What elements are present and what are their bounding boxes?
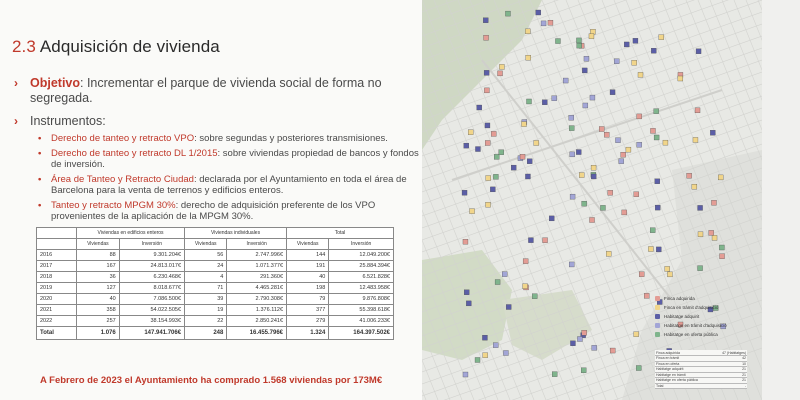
- map-marker: [483, 353, 488, 358]
- map-marker: [709, 230, 714, 235]
- value-cell: 279: [287, 316, 329, 327]
- map-marker: [599, 127, 604, 132]
- map-marker: [589, 34, 594, 39]
- year-cell: 2020: [37, 294, 77, 305]
- map-marker: [582, 68, 587, 73]
- map-marker: [526, 99, 531, 104]
- slide-title: [12, 37, 220, 57]
- map-marker: [490, 187, 495, 192]
- group-header: Total: [287, 228, 394, 239]
- legend-item: Finca en tràmit d'adquisició: [655, 303, 747, 312]
- map-marker: [634, 192, 639, 197]
- value-cell: 144: [287, 250, 329, 261]
- barcelona-map: [422, 0, 762, 400]
- map-marker: [534, 140, 539, 145]
- map-marker: [463, 239, 468, 244]
- value-cell: 257: [77, 316, 120, 327]
- value-cell: 24: [185, 261, 227, 272]
- map-marker: [695, 108, 700, 113]
- map-marker: [523, 259, 528, 264]
- value-cell: 79: [287, 294, 329, 305]
- stats-row: Finca adquirida 47 (Habitatges): [656, 350, 746, 355]
- map-marker: [511, 165, 516, 170]
- map-marker: [656, 247, 661, 252]
- map-marker: [692, 184, 697, 189]
- map-marker: [475, 357, 480, 362]
- year-cell: 2022: [37, 316, 77, 327]
- table-row: [37, 283, 394, 294]
- map-marker: [696, 49, 701, 54]
- footnote: A Febrero de 2023 el Ayuntamiento ha comprado 1.568 viviendas por 173M€: [40, 375, 383, 386]
- column-header: Inversión: [119, 239, 184, 250]
- map-marker: [493, 343, 498, 348]
- value-cell: 2.850.241€: [227, 316, 287, 327]
- map-marker: [502, 272, 507, 277]
- map-marker: [468, 130, 473, 135]
- stats-row: Habitatge adquirit 21: [656, 367, 746, 372]
- map-marker: [570, 341, 575, 346]
- instrument-item: [38, 174, 419, 197]
- table-sub-header: [37, 239, 394, 250]
- map-marker: [636, 366, 641, 371]
- map-marker: [528, 238, 533, 243]
- instrument-item: [38, 200, 419, 223]
- map-marker: [579, 173, 584, 178]
- map-marker: [541, 21, 546, 26]
- map-marker: [475, 147, 480, 152]
- table-group-header: [37, 228, 394, 239]
- map-marker: [711, 200, 716, 205]
- map-legend: [655, 294, 747, 339]
- instrument-name: Área de Tanteo y Retracto Ciudad: [51, 173, 194, 185]
- column-header: Inversión: [227, 239, 287, 250]
- map-marker: [720, 254, 725, 259]
- value-cell: 4.465.281€: [227, 283, 287, 294]
- map-marker: [591, 174, 596, 179]
- map-marker: [521, 122, 526, 127]
- total-cell: 248: [185, 327, 227, 340]
- total-cell: 147.941.706€: [119, 327, 184, 340]
- stats-row: Finca en tràmit 42: [656, 356, 746, 361]
- column-header: Viviendas: [185, 239, 227, 250]
- value-cell: 4: [185, 272, 227, 283]
- map-marker: [570, 152, 575, 157]
- legend-swatch-icon: [655, 332, 660, 337]
- map-marker: [693, 137, 698, 142]
- map-marker: [552, 96, 557, 101]
- map-marker: [606, 251, 611, 256]
- map-marker: [610, 348, 615, 353]
- map-stats-table: [655, 350, 747, 389]
- year-cell: 2019: [37, 283, 77, 294]
- map-marker: [590, 29, 595, 34]
- total-cell: 1.076: [77, 327, 120, 340]
- map-marker: [470, 209, 475, 214]
- map-marker: [651, 48, 656, 53]
- bullet-objetivo: [14, 76, 419, 106]
- legend-swatch-icon: [655, 314, 660, 319]
- value-cell: 6.230.468€: [119, 272, 184, 283]
- map-marker: [637, 142, 642, 147]
- value-cell: 191: [287, 261, 329, 272]
- value-cell: 377: [287, 305, 329, 316]
- value-cell: 12.049.200€: [329, 250, 394, 261]
- value-cell: 9.301.204€: [119, 250, 184, 261]
- instrument-desc: : declarada por el Ayuntamiento en toda el área de Barcelona para la venta de terrenos y edificios enteros.: [51, 173, 407, 196]
- map-marker: [584, 56, 589, 61]
- map-marker: [718, 175, 723, 180]
- map-marker: [710, 130, 715, 135]
- section-number: 2.3: [12, 37, 36, 56]
- map-marker: [499, 64, 504, 69]
- total-cell: 1.324: [287, 327, 329, 340]
- map-marker: [484, 35, 489, 40]
- value-cell: 88: [77, 250, 120, 261]
- stats-row: Habitatge en oferta pública 21: [656, 378, 746, 383]
- bullet-icon: •: [38, 173, 42, 185]
- instrument-name: Derecho de tanteo y retracto VPO: [51, 133, 195, 144]
- instrument-desc: : sobre viviendas propiedad de bancos y fondos de inversión.: [51, 147, 419, 170]
- map-marker: [622, 210, 627, 215]
- legend-item: Habitatge en tràmit d'adquisició: [655, 321, 747, 330]
- instrument-desc: : sobre segundas y posteriores transmisiones.: [194, 133, 388, 144]
- map-marker: [582, 330, 587, 335]
- value-cell: 2.790.308€: [227, 294, 287, 305]
- map-marker: [610, 90, 615, 95]
- map-marker: [543, 238, 548, 243]
- bullet-icon: •: [38, 147, 42, 159]
- map-marker: [485, 123, 490, 128]
- map-marker: [604, 132, 609, 137]
- value-cell: 1.376.112€: [227, 305, 287, 316]
- map-marker: [633, 38, 638, 43]
- total-cell: 164.397.502€: [329, 327, 394, 340]
- map-marker: [632, 60, 637, 65]
- map-marker: [698, 232, 703, 237]
- map-marker: [552, 372, 557, 377]
- instrument-name: Tanteo y retracto MPGM 30%: [51, 199, 176, 211]
- instrument-item: [38, 133, 419, 145]
- map-marker: [655, 205, 660, 210]
- map-marker: [495, 280, 500, 285]
- map-marker: [486, 176, 491, 181]
- value-cell: 358: [77, 305, 120, 316]
- value-cell: 1.071.377€: [227, 261, 287, 272]
- table-row: [37, 305, 394, 316]
- map-marker: [582, 201, 587, 206]
- map-marker: [576, 150, 581, 155]
- map-marker: [527, 159, 532, 164]
- value-cell: 24.813.017€: [119, 261, 184, 272]
- map-marker: [634, 332, 639, 337]
- map-marker: [463, 372, 468, 377]
- map-marker: [563, 78, 568, 83]
- column-header: Inversión: [329, 239, 394, 250]
- map-marker: [484, 70, 489, 75]
- map-marker: [486, 202, 491, 207]
- table-row: [37, 316, 394, 327]
- value-cell: 36: [77, 272, 120, 283]
- map-marker: [577, 337, 582, 342]
- value-cell: 38.154.993€: [119, 316, 184, 327]
- map-marker: [654, 135, 659, 140]
- map-marker: [548, 20, 553, 25]
- table-total-row: [37, 327, 394, 340]
- table-row: [37, 272, 394, 283]
- map: [422, 0, 762, 400]
- map-marker: [520, 154, 525, 159]
- map-marker: [482, 335, 487, 340]
- chevron-right-icon: ›: [14, 114, 18, 128]
- value-cell: 291.360€: [227, 272, 287, 283]
- map-marker: [600, 205, 605, 210]
- value-cell: 7.086.500€: [119, 294, 184, 305]
- map-marker: [485, 140, 490, 145]
- value-cell: 127: [77, 283, 120, 294]
- value-cell: 71: [185, 283, 227, 294]
- map-marker: [615, 138, 620, 143]
- instrumentos-list: [38, 133, 419, 223]
- bullet-icon: •: [38, 199, 42, 211]
- objetivo-label: Objetivo: [30, 76, 81, 90]
- map-marker: [484, 88, 489, 93]
- value-cell: 41.006.233€: [329, 316, 394, 327]
- map-marker: [591, 165, 596, 170]
- map-marker: [506, 305, 511, 310]
- map-marker: [590, 217, 595, 222]
- value-cell: 55.398.618€: [329, 305, 394, 316]
- value-cell: 54.022.505€: [119, 305, 184, 316]
- total-label: Total: [37, 327, 77, 340]
- legend-swatch-icon: [655, 305, 660, 310]
- map-marker: [626, 147, 631, 152]
- map-marker: [592, 345, 597, 350]
- map-marker: [698, 266, 703, 271]
- map-marker: [608, 190, 613, 195]
- value-cell: 56: [185, 250, 227, 261]
- map-marker: [494, 154, 499, 159]
- map-marker: [477, 105, 482, 110]
- acquisitions-table: [36, 227, 394, 340]
- map-marker: [650, 128, 655, 133]
- map-marker: [569, 115, 574, 120]
- map-marker: [464, 143, 469, 148]
- map-marker: [687, 173, 692, 178]
- value-cell: 6.521.828€: [329, 272, 394, 283]
- map-marker: [637, 114, 642, 119]
- stats-row: Habitatge en tràmit 21: [656, 372, 746, 377]
- map-marker: [464, 290, 469, 295]
- map-marker: [525, 29, 530, 34]
- year-cell: 2016: [37, 250, 77, 261]
- map-marker: [638, 72, 643, 77]
- map-marker: [505, 11, 510, 16]
- map-marker: [503, 350, 508, 355]
- value-cell: 22: [185, 316, 227, 327]
- map-marker: [523, 284, 528, 289]
- map-marker: [614, 59, 619, 64]
- map-marker: [654, 109, 659, 114]
- map-marker: [648, 246, 653, 251]
- value-cell: 39: [185, 294, 227, 305]
- column-header: Viviendas: [287, 239, 329, 250]
- map-marker: [583, 103, 588, 108]
- map-marker: [532, 294, 537, 299]
- map-marker: [525, 174, 530, 179]
- map-marker: [719, 245, 724, 250]
- legend-item: Finca adquirida: [655, 294, 747, 303]
- map-marker: [576, 38, 581, 43]
- map-marker: [493, 174, 498, 179]
- value-cell: 2.747.996€: [227, 250, 287, 261]
- map-marker: [462, 190, 467, 195]
- map-marker: [483, 18, 488, 23]
- instrument-desc: : derecho de adquisición preferente de los VPO provenientes de la aplicación de la MPGM 30%.: [51, 199, 376, 222]
- instrument-name: Derecho de tanteo y retracto DL 1/2015: [51, 147, 218, 159]
- map-marker: [590, 95, 595, 100]
- value-cell: 19: [185, 305, 227, 316]
- value-cell: 40: [77, 294, 120, 305]
- year-cell: 2021: [37, 305, 77, 316]
- map-marker: [542, 100, 547, 105]
- year-cell: 2017: [37, 261, 77, 272]
- bullet-list: [14, 76, 419, 226]
- section-title: Adquisición de vivienda: [39, 37, 220, 56]
- value-cell: 12.483.958€: [329, 283, 394, 294]
- chevron-right-icon: ›: [14, 76, 18, 90]
- stats-row: Total -: [656, 383, 746, 388]
- map-marker: [712, 235, 717, 240]
- map-marker: [619, 159, 624, 164]
- map-marker: [663, 140, 668, 145]
- map-marker: [644, 293, 649, 298]
- legend-item: Habitatge en oferta pública: [655, 330, 747, 339]
- map-marker: [667, 272, 672, 277]
- map-marker: [569, 262, 574, 267]
- map-marker: [498, 71, 503, 76]
- map-marker: [650, 228, 655, 233]
- map-marker: [678, 76, 683, 81]
- value-cell: 8.018.677€: [119, 283, 184, 294]
- map-marker: [526, 55, 531, 60]
- table-row: [37, 250, 394, 261]
- slide-margin: [762, 0, 800, 400]
- stats-row: Finca en oferta 10: [656, 361, 746, 366]
- map-marker: [549, 216, 554, 221]
- legend-swatch-icon: [655, 323, 660, 328]
- table-row: [37, 261, 394, 272]
- map-marker: [659, 35, 664, 40]
- map-marker: [639, 272, 644, 277]
- map-marker: [665, 266, 670, 271]
- value-cell: 40: [287, 272, 329, 283]
- value-cell: 167: [77, 261, 120, 272]
- value-cell: 9.876.808€: [329, 294, 394, 305]
- map-marker: [621, 152, 626, 157]
- map-marker: [466, 301, 471, 306]
- year-cell: 2018: [37, 272, 77, 283]
- map-marker: [581, 368, 586, 373]
- instrument-item: [38, 148, 419, 171]
- map-marker: [570, 194, 575, 199]
- group-header: Viviendas en edificios enteros: [77, 228, 185, 239]
- map-marker: [698, 205, 703, 210]
- map-marker: [555, 39, 560, 44]
- map-marker: [577, 43, 582, 48]
- legend-swatch-icon: [655, 296, 660, 301]
- column-header: Viviendas: [77, 239, 120, 250]
- map-marker: [536, 10, 541, 15]
- map-marker: [624, 42, 629, 47]
- value-cell: 198: [287, 283, 329, 294]
- map-marker: [499, 150, 504, 155]
- table-row: [37, 294, 394, 305]
- legend-item: Habitatge adquirit: [655, 312, 747, 321]
- instrumentos-label: Instrumentos:: [30, 114, 106, 128]
- value-cell: 25.884.394€: [329, 261, 394, 272]
- bullet-instrumentos: [14, 114, 419, 129]
- total-cell: 16.455.796€: [227, 327, 287, 340]
- objetivo-text: : Incrementar el parque de vivienda social de forma no segregada.: [30, 76, 382, 105]
- map-marker: [655, 179, 660, 184]
- map-marker: [491, 131, 496, 136]
- map-marker: [569, 126, 574, 131]
- bullet-icon: •: [38, 133, 42, 144]
- group-header: Viviendas individuales: [185, 228, 287, 239]
